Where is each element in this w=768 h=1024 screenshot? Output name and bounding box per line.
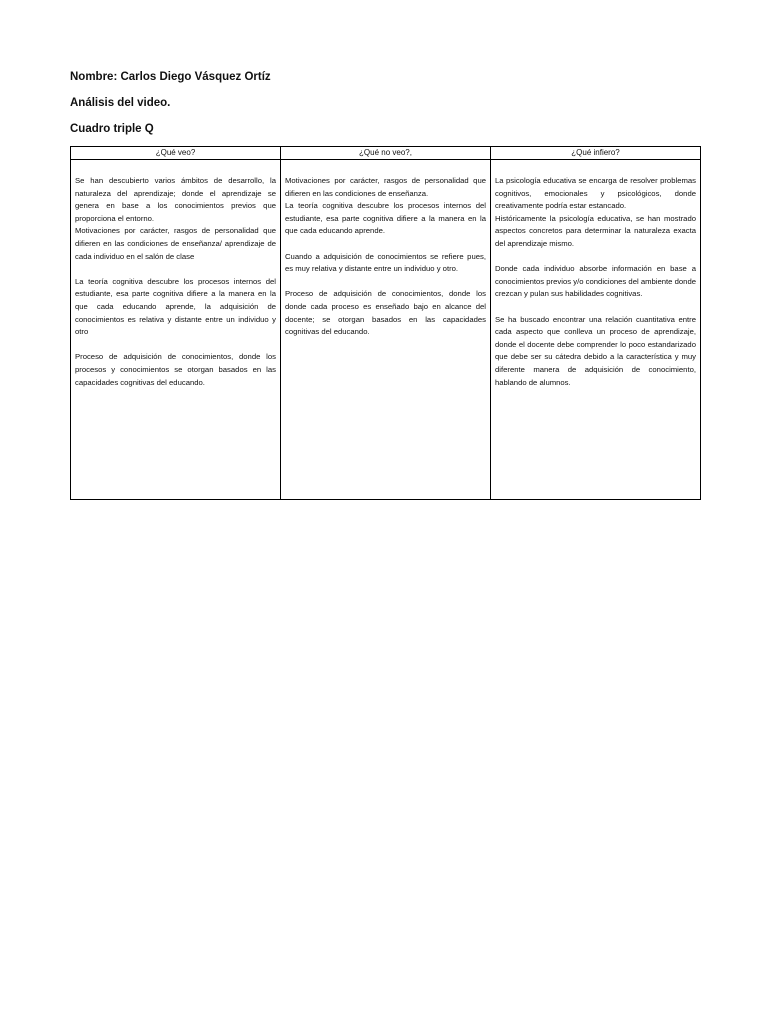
triple-q-table	[70, 146, 701, 500]
paragraph: Motivaciones por carácter, rasgos de personalidad que difieren en las condiciones de enseñanza/ aprendizaje de cada individuo en el salón de clase	[75, 226, 276, 261]
column-header-que-no-veo: ¿Qué no veo?,	[281, 147, 491, 160]
cell-que-infiero	[491, 160, 701, 500]
table-title: Cuadro triple Q	[70, 123, 154, 135]
document-subtitle: Análisis del video.	[70, 97, 171, 109]
student-name: Nombre: Carlos Diego Vásquez Ortíz	[70, 71, 271, 83]
cell-que-no-veo	[281, 160, 491, 500]
paragraph: La teoría cognitiva descubre los procesos internos del estudiante, esa parte cognitiva difiere a la manera en la que cada educando aprende.	[285, 201, 486, 236]
paragraph: Proceso de adquisición de conocimientos, donde los donde cada proceso es enseñado bajo en alcance del docente; se otorgan basados en las capacidades cognitivas del educando.	[285, 289, 486, 337]
cell-que-veo	[71, 160, 281, 500]
column-header-que-infiero: ¿Qué infiero?	[491, 147, 701, 160]
paragraph: Motivaciones por carácter, rasgos de personalidad que difieren en las condiciones de enseñanza.	[285, 176, 486, 198]
paragraph: Históricamente la psicología educativa, se han mostrado aspectos concretos para determinar la naturaleza exacta del aprendizaje mismo.	[495, 213, 696, 248]
table-header-row	[71, 147, 701, 160]
paragraph: Donde cada individuo absorbe información en base a conocimientos previos y/o condiciones del ambiente donde crezcan y pulan sus habilidades cognitivas.	[495, 264, 696, 299]
column-header-que-veo: ¿Qué veo?	[71, 147, 281, 160]
paragraph: Se han descubierto varios ámbitos de desarrollo, la naturaleza del aprendizaje; donde el aprendizaje se genera en base a los conocimientos previos que proporciona el entorno.	[75, 176, 276, 223]
paragraph: La psicología educativa se encarga de resolver problemas cognitivos, emocionales y psicológicos, donde creativamente podría estar estancado.	[495, 176, 696, 211]
paragraph: La teoría cognitiva descubre los procesos internos del estudiante, esa parte cognitiva difiere a la manera en la que cada educando aprende, la adquisición de conocimientos es relativa y distante entre un individuo y otro	[75, 276, 276, 337]
paragraph: Se ha buscado encontrar una relación cuantitativa entre cada aspecto que conlleva un proceso de aprendizaje, donde el docente debe comprender lo poco estandarizado que debe ser su cátedra debido a la característica y muy diferente manera de adquisición de conocimiento, hablando de alumnos.	[495, 314, 696, 387]
paragraph: Proceso de adquisición de conocimientos, donde los procesos y conocimientos se otorgan basados en las capacidades cognitivas del educando.	[75, 352, 276, 387]
paragraph: Cuando a adquisición de conocimientos se refiere pues, es muy relativa y distante entre un individuo y otro.	[285, 251, 486, 274]
table-row	[71, 160, 701, 500]
